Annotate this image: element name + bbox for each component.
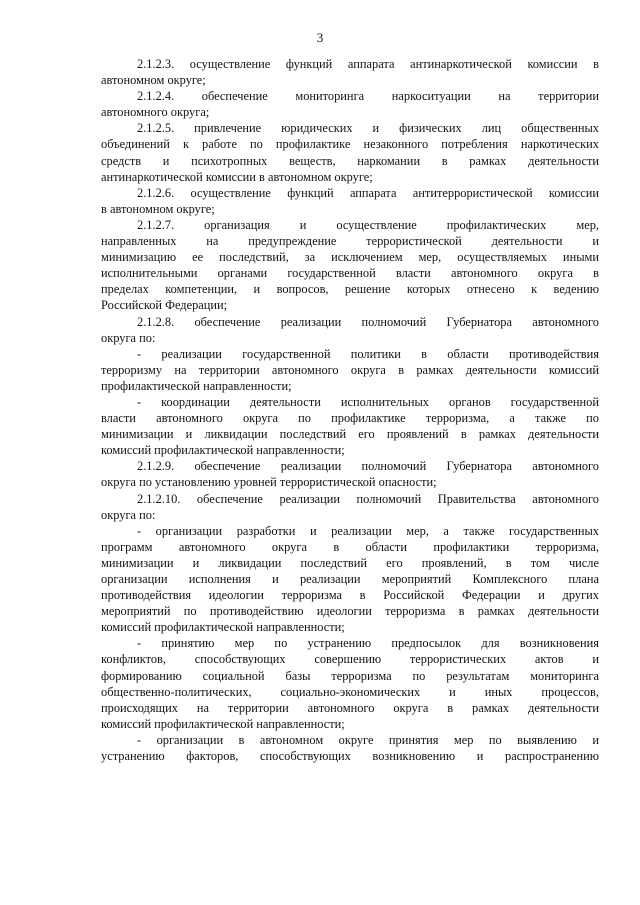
text-line: общественно-политических, социально-экономических и иных процессов, (101, 684, 599, 699)
text-line: автономного округа; (101, 105, 210, 120)
text-line: минимизации и ликвидации последствий его проявлений, в том числе (101, 555, 599, 570)
text-line: 2.1.2.8. обеспечение реализации полномочий Губернатора автономного (137, 314, 599, 329)
text-line: комиссий профилактической направленности; (101, 443, 345, 458)
text-line: округа по: (101, 330, 156, 345)
document-body (101, 56, 599, 764)
text-line: 2.1.2.3. осуществление функций аппарата антинаркотической комиссии в (137, 57, 599, 71)
text-line: исполнительными органами государственной власти автономного округа в (101, 266, 599, 281)
text-line: - организации в автономном округе принятия мер по выявлению и (137, 732, 599, 747)
text-line: власти автономного округа по профилактике терроризма, а также по (101, 411, 599, 426)
text-line: объединений к работе по профилактике незаконного потребления наркотических (101, 137, 599, 152)
text-line: направленных на предупреждение террористической деятельности и (101, 234, 599, 249)
text-line: противодействия идеологии терроризма в Российской Федерации и других (101, 588, 599, 603)
text-line: минимизации и ликвидации последствий его проявлений в рамках деятельности (101, 427, 599, 442)
text-line: 2.1.2.7. организация и осуществление профилактических мер, (137, 217, 599, 232)
text-line: 2.1.2.5. привлечение юридических и физических лиц общественных (137, 121, 599, 136)
text-line: округа по установлению уровней террористической опасности; (101, 475, 437, 490)
text-line: терроризму на территории автономного округа в рамках деятельности комиссий (101, 362, 599, 377)
text-line: программ автономного округа в области профилактики терроризма, (101, 539, 599, 554)
text-line: минимизацию ее последствий, за исключением мер, осуществляемых иными (101, 250, 599, 265)
text-line: округа по: (101, 507, 156, 522)
text-line: автономном округе; (101, 73, 206, 88)
text-line: - организации разработки и реализации мер, а также государственных (137, 523, 599, 538)
text-line: происходящих на территории автономного округа в рамках деятельности (101, 700, 599, 715)
text-line: 2.1.2.9. обеспечение реализации полномочий Губернатора автономного (137, 459, 599, 474)
text-line: устранению факторов, способствующих возникновению и распространению (101, 749, 599, 764)
text-line: в автономном округе; (101, 201, 215, 216)
text-line: 2.1.2.6. осуществление функций аппарата антитеррористической комиссии (137, 185, 599, 200)
text-line: пределах компетенции, и вопросов, решение которых отнесено к ведению (101, 282, 599, 297)
text-line: формированию социальной базы терроризма по результатам мониторинга (101, 668, 599, 683)
text-line: 2.1.2.10. обеспечение реализации полномочий Правительства автономного (137, 491, 599, 506)
text-line: 2.1.2.4. обеспечение мониторинга наркоситуации на территории (137, 89, 599, 104)
text-line: - принятию мер по устранению предпосылок для возникновения (137, 636, 599, 651)
text-line: Российской Федерации; (101, 298, 228, 313)
text-line: конфликтов, способствующих совершению террористических актов и (101, 652, 599, 667)
text-line: средств и психотропных веществ, наркомании в рамках деятельности (101, 153, 599, 168)
text-line: - реализации государственной политики в области противодействия (137, 346, 599, 361)
text-line: комиссий профилактической направленности; (101, 620, 345, 635)
page-number: 3 (316, 30, 324, 45)
text-line: профилактической направленности; (101, 378, 292, 393)
text-line: комиссий профилактической направленности; (101, 716, 345, 731)
text-line: организации исполнения и реализации мероприятий Комплексного плана (101, 572, 599, 586)
text-line: мероприятий по противодействию идеологии терроризма в рамках деятельности (101, 604, 599, 619)
text-line: антинаркотической комиссии в автономном округе; (101, 169, 373, 184)
text-line: - координации деятельности исполнительных органов государственной (137, 394, 599, 409)
